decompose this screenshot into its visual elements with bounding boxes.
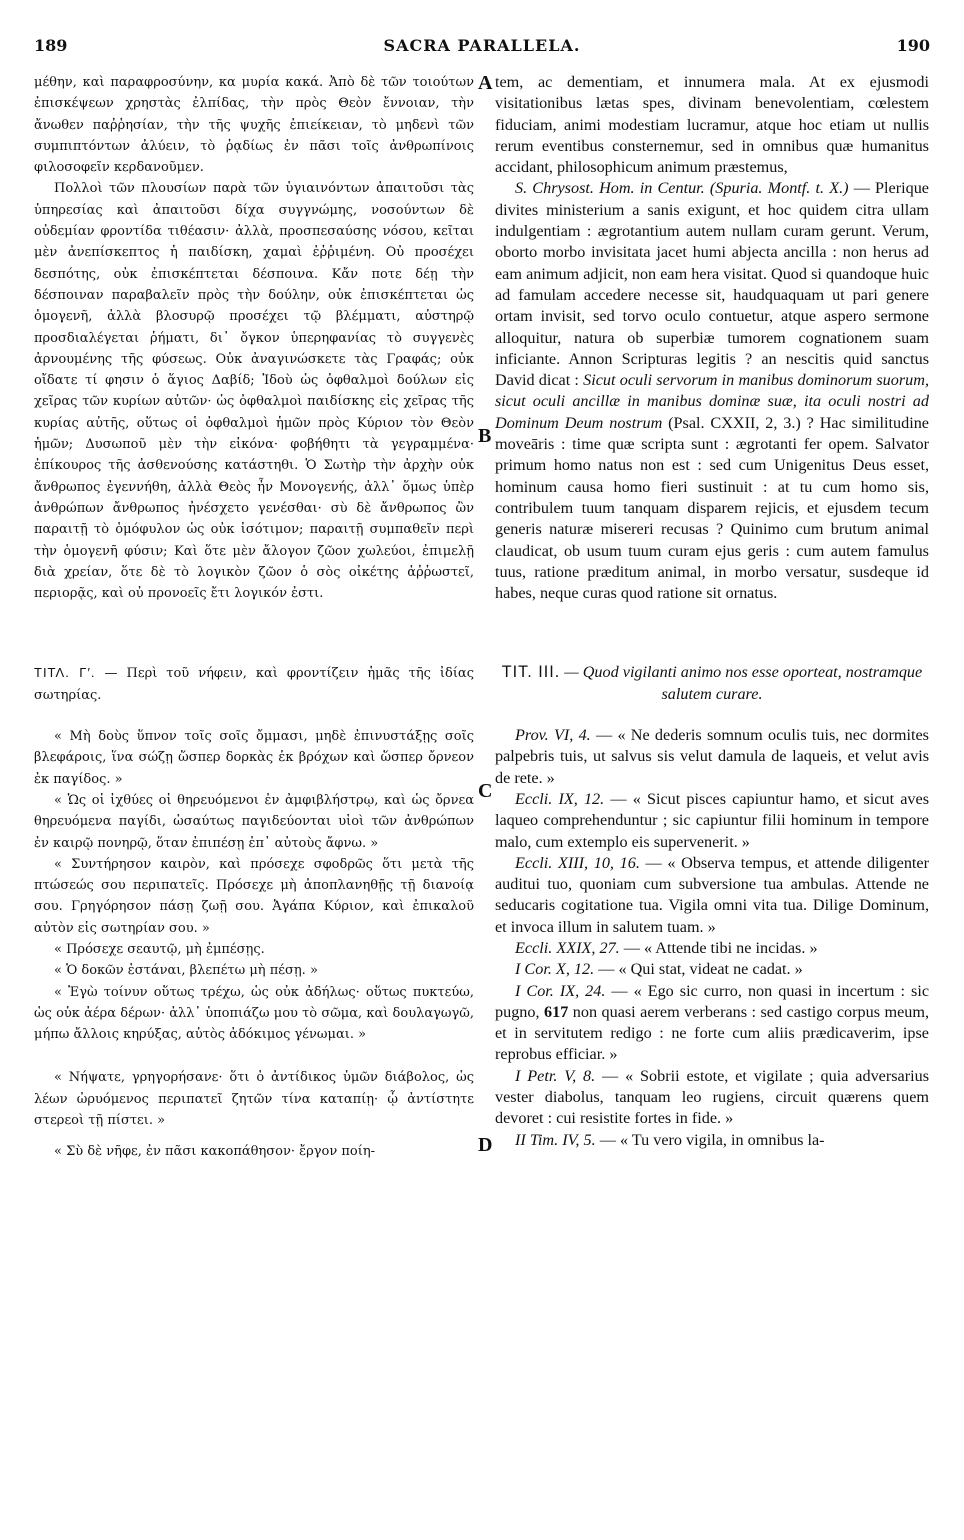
latin-title-text: — Quod vigilanti animo nos esse oporteat, nostramque salutem curare. bbox=[560, 663, 923, 703]
greek-quotation: « Νήψατε, γρηγορήσανε· ὅτι ὁ ἀντίδικος ὑμῶν διάβολος, ὡς λέων ὠρυόμενος περιπατεῖ ζητῶν τίνα καταπίῃ· ᾧ ἀντίστητε στερεοὶ τῇ πίστει. » bbox=[34, 1070, 474, 1129]
latin-scripture-quote: Sicut oculi servorum in manibus dominorum suorum, sicut oculi ancillæ in manibus dominæ suæ, ita oculi nostri ad Dominum Deum nostrum bbox=[495, 371, 929, 432]
latin-source-reference: S. Chrysost. Hom. in Centur. (Spuria. Montf. t. X.) bbox=[515, 179, 849, 198]
margin-letter-d: D bbox=[478, 1134, 493, 1156]
column-number: 617 bbox=[544, 1002, 569, 1021]
latin-quote-text: — « Ne dederis somnum oculis tuis, nec dormites palpebris tuis, ut salvus sis velut damula de laqueis, et velut avis de rete. » bbox=[495, 726, 929, 787]
latin-quote-ref: Eccli. XIII, 10, 16. bbox=[515, 853, 640, 872]
margin-letter-c: C bbox=[478, 780, 493, 802]
greek-quotation: « Πρόσεχε σεαυτῷ, μὴ ἐμπέσῃς. bbox=[54, 941, 265, 957]
latin-quote-ref: Eccli. XXIX, 27. bbox=[515, 938, 620, 957]
latin-quote-text: non quasi aerem verberans : sed castigo corpus meum, et in servitutem redigo : ne forte cum aliis prædicaverim, ipse reprobus efficiar. » bbox=[495, 1002, 930, 1064]
latin-quotation bbox=[495, 1066, 929, 1130]
running-title: SACRA PARALLELA. bbox=[383, 36, 581, 55]
latin-quotation bbox=[495, 725, 929, 789]
latin-reference: (Psal. CXXII, 2, 3.) bbox=[662, 413, 801, 432]
latin-quote-ref: II Tim. IV, 5. bbox=[515, 1130, 596, 1149]
latin-quote-ref: Eccli. IX, 12. bbox=[515, 789, 605, 808]
latin-text: — Plerique divites ministerium a sanis exigunt, et hoc quidem citra ullam indulgentiam : ægrotantium autem nullam curam gerunt. Verum, oborto morbo invisitata jacet humi abjecta ancilla : non herus ad eam animum adjicit, non eam hera visitat. Quod si quandoque huic ad famulam accedere necesse sit, haudquaquam ut pari genere ortam invisit, sed torvo oculo contuetur, atque aspero sermone alloquitur, natura ob superbiæ tumorem cognationem suam inficiante. Annon Scripturas legitis ? an nescitis quid sanctus David dicat : bbox=[495, 179, 929, 390]
latin-quote-text: — « Observa tempus, et attende diligenter auditui tuo, quoniam cum subversione tua ambulas. Attende ne seducaris cogitatione tua. Vigila omni vita tua. Dilige Dominum, et invoca illum in salutem tuam. » bbox=[495, 853, 929, 936]
greek-title-text: — Περὶ τοῦ νήφειν, καὶ φροντίζειν ἡμᾶς τῆς ἰδίας σωτηρίας. bbox=[34, 666, 474, 703]
margin-letter-b: B bbox=[478, 425, 492, 447]
latin-quote-text: — « Qui stat, videat ne cadat. » bbox=[594, 960, 803, 979]
latin-quote-text: — « Ego sic curro, non quasi in incertum : sic pugno, bbox=[495, 981, 929, 1021]
greek-title-label: ΤΙΤΛ. Γ′. bbox=[34, 665, 96, 681]
page-number-right: 190 bbox=[896, 36, 930, 55]
latin-title-label: TIT. III. bbox=[501, 663, 561, 682]
greek-paragraph: Πολλοὶ τῶν πλουσίων παρὰ τῶν ὑγιαινόντων ἀπαιτοῦσι τὰς ὑπηρεσίας καὶ ἀπαιτοῦσι δίχα συγγνώμης, νοσούντων δὲ οὐδεμίαν φροντίδα τιθέασιν· ἀλλὰ, προσπεσαύσης νόσου, κεῖται μὲν ἀνεπίσκεπτος ἡ παιδίσκη, χαμαὶ ἐῤῥιμένη. Οὐ προσέχει δεσπότης, οὐκ ἐπισκέπτεται δέσποινα. Κἄν ποτε δέῃ τὴν δέσποιναν παραβαλεῖν πρὸς τὴν δούλην, οὐκ ἐπισκέπτεται ὡς ὁμογενῆ, ἀλλὰ βλοσυρῷ προσέχει τῷ βλέμματι, αὐστηρῷ προσδιαλέγεται ῥήματι, δι᾿ ὄγκον ὑπερηφανίας τὸ συγγενὲς ἀρνουμένης τῆς φύσεως. Οὐκ ἀναγινώσκετε τὰς Γραφάς; οὐκ οἴδατε τί φησιν ὁ ἅγιος Δαβίδ; Ἰδοὺ ὡς ὀφθαλμοὶ δούλων εἰς χεῖρας τῶν κυρίων αὐτῶν· ὡς ὀφθαλμοὶ παιδίσκης εἰς χεῖρας τῆς κυρίας αὐτῆς, οὕτως οἱ ὀφθαλμοὶ ἡμῶν πρὸς Κύριον τὸν Θεὸν ἡμῶν; Δυσωποῦ μὲν τὴν εἰκόνα· φοβήθητι τὰ γεγραμμένα· ἐπίκουρος τῆς ἀσθενούσης κατάστηθι. Ὁ Σωτὴρ τὴν ἀρχὴν οὐκ ἄνθρωπος ἐγεννήθη, ἀλλὰ Θεὸς ἦν Μονογενής, ἀλλ᾿ ὅμως ὑπὲρ ἀνθρώπων ἄνθρωπος ἠνέσχετο γενέσθαι· σὺ δὲ ἄνθρωπος ὢν παραιτῇ τὸ ὁμόφυλον ὡς οὐκ ἰσότιμον; παραιτῇ συμπαθεῖν περὶ τὴν ὁμογενῆ φύσιν; Καὶ ὅτε μὲν ἄλογον ζῶον χωλεύοι, ἐπιμελῇ διὰ χρείαν, ὅτε δὲ τὸ λογικὸν ζῶον ὁ σὸς οἰκέτης ἀῤῥωστεῖ, περιορᾷς, καὶ οὐ προνοεῖς ἔτι λογικόν ἐστι. bbox=[34, 181, 474, 602]
latin-column bbox=[495, 72, 929, 1151]
page-header bbox=[34, 36, 930, 60]
latin-paragraph: tem, ac dementiam, et innumera mala. At ex ejusmodi visitationibus lætas spes, divinam benevolentiam, cœlestem fiduciam, animi modestiam lucramur, atque hoc etiam ut nullis rerum eventibus consternemur, sed in omnibus quæ humanitus accidant, philosophicum animum præstemus, bbox=[495, 73, 929, 177]
greek-quotation: « Σὺ δὲ νῆφε, ἐν πᾶσι κακοπάθησον· ἔργον ποίη- bbox=[54, 1144, 376, 1160]
latin-quotation bbox=[495, 789, 929, 853]
greek-column bbox=[34, 72, 474, 1163]
latin-paragraph bbox=[495, 178, 929, 604]
latin-section-title bbox=[495, 662, 929, 705]
latin-quote-text: — « Sicut pisces capiuntur hamo, et sicut aves laqueo comprehenduntur ; sic capiuntur filii hominum in tempore malo, cum extemplo eis supervenerit. » bbox=[495, 789, 929, 851]
greek-quotation: « Μὴ δοὺς ὕπνον τοῖς σοῖς ὄμμασι, μηδὲ ἐπινυστάξῃς σοῖς βλεφάροις, ἵνα σώζῃ ὥσπερ δορκὰς ἐκ βρόχων καὶ ὥσπερ ὄρνεον ἐκ παγίδος. » bbox=[34, 729, 474, 787]
latin-quotation bbox=[495, 981, 929, 1066]
latin-quotation bbox=[495, 1130, 929, 1151]
page-number-left: 189 bbox=[34, 36, 68, 55]
greek-quotation: « Ὡς οἱ ἰχθύες οἱ θηρευόμενοι ἐν ἀμφιβλήστρῳ, καὶ ὡς ὄρνεα θηρευόμενα παγίδι, ὡσαύτως παγιδεύονται υἱοὶ τῶν ἀνθρώπων ἐν καιρῷ πονηρῷ, ὅταν ἐπιπέσῃ ἐπ᾿ αὐτοὺς ἄφνω. » bbox=[34, 792, 474, 851]
latin-quote-text: — « Attende tibi ne incidas. » bbox=[619, 938, 818, 957]
latin-quote-text: — « Sobrii estote, et vigilate ; quia adversarius vester diabolus, tanquam leo rugiens, circuit quærens quem devoret : cui resistite fortes in fide. » bbox=[495, 1066, 929, 1128]
latin-quote-ref: I Cor. IX, 24. bbox=[515, 981, 606, 1000]
greek-paragraph: μέθην, καὶ παραφροσύνην, κα μυρία κακά. Ἀπὸ δὲ τῶν τοιούτων ἐπισκέψεων χρηστὰς ἐλπίδας, τὴν πρὸς Θεὸν ἔννοιαν, τὴν ἄνωθεν παῤῥησίαν, τὴν τῆς ψυχῆς ἐπιείκειαν, τὸ μηδενὶ τῶν συμπιπτόντων ἀλύειν, τὸ ῥᾳδίως ἐν πᾶσι τοῖς ἀνθρωπίνοις φιλοσοφεῖν κερδανοῦμεν. bbox=[34, 75, 474, 176]
latin-quote-ref: I Cor. X, 12. bbox=[515, 960, 595, 979]
greek-quotation: « Ἐγὼ τοίνυν οὕτως τρέχω, ὡς οὐκ ἀδήλως· οὕτως πυκτεύω, ὡς οὐκ ἀέρα δέρων· ἀλλ᾿ ὑποπιάζω μου τὸ σῶμα, καὶ δουλαγωγῶ, μήπω ἄλλοις κηρύξας, αὐτὸς ἀδόκιμος γένωμαι. » bbox=[34, 984, 474, 1043]
latin-text: ? Hac similitudine moveāris : time quæ scripta sunt : ægrotanti fer opem. Salvator primum homo natus non est : sed cum Unigenitus Deus esset, hominum causa homo fieri sustinuit : at tu cum homo sis, contribulem tuum tanquam disparem rejicis, et ejusdem tecum generis naturæ misereri recusas ? Quinimo cum brutum animal claudicat, ob usum tuum curam ejus geris : cum autem famulus tuus, ratione præditum animal, in morbo versatur, susdeque id habes, neque curas quod ratione sit ornatus. bbox=[495, 413, 929, 603]
latin-quote-text: — « Tu vero vigila, in omnibus la- bbox=[595, 1130, 825, 1149]
latin-quotation bbox=[495, 938, 929, 959]
latin-quotation bbox=[495, 853, 929, 938]
margin-letter-a: A bbox=[478, 72, 493, 94]
latin-quote-ref: I Petr. V, 8. bbox=[515, 1066, 596, 1085]
latin-quote-ref: Prov. VI, 4. bbox=[515, 726, 591, 745]
latin-quotation bbox=[495, 959, 929, 980]
greek-quotation: « Ὁ δοκῶν ἑστάναι, βλεπέτω μὴ πέσῃ. » bbox=[54, 963, 318, 979]
greek-section-title bbox=[34, 662, 474, 706]
greek-quotation: « Συντήρησον καιρὸν, καὶ πρόσεχε σφοδρῶς ὅτι μετὰ τῆς πτώσεώς σου περιπατεῖς. Πρόσεχε μὴ ἀποπλανηθῇς τῇ διανοίᾳ σου. Γρηγόρησον πάσῃ ζωῇ σου. Ἀγάπα Κύριον, καὶ ἐπικαλοῦ αὐτὸν εἰς σωτηρίαν σου. » bbox=[34, 856, 474, 936]
